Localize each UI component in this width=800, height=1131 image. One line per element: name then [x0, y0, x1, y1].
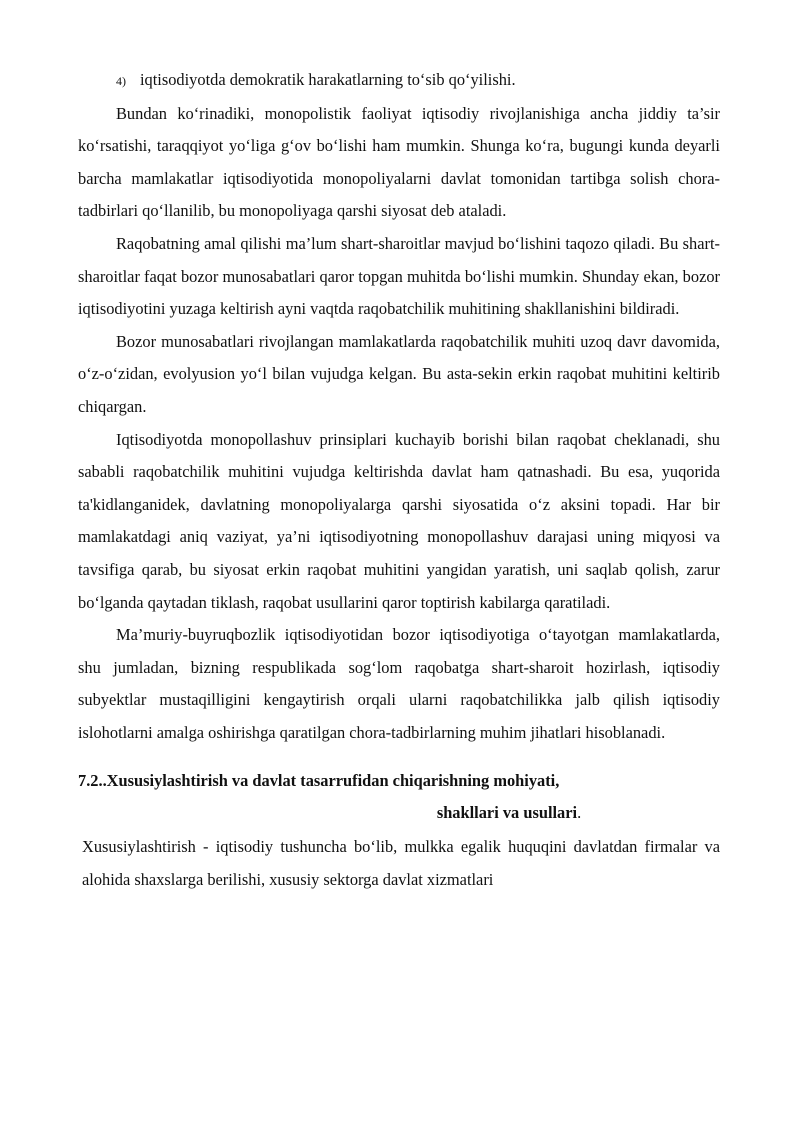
section-heading-line2-wrap [78, 797, 720, 829]
list-item-text: iqtisodiyotda demokratik harakatlarning to‘sib qo‘yilishi. [140, 70, 516, 89]
section-heading [78, 765, 720, 829]
section-heading-line1: 7.2..Xususiylashtirish va davlat tasarrufidan chiqarishning mohiyati, [78, 771, 560, 791]
section-heading-period: . [577, 803, 582, 823]
paragraph-final: Xususiylashtirish - iqtisodiy tushuncha bo‘lib, mulkka egalik huquqini davlatdan firmalar va alohida shaxslarga berilishi, xususiy sektorga davlat xizmatlari [82, 837, 720, 890]
paragraph: Raqobatning amal qilishi ma’lum shart-sharoitlar mavjud bo‘lishini taqozo qiladi. Bu shart-sharoitlar faqat bozor munosabatlari qaror topgan muhitda bo‘lishi mumkin. Shunday ekan, bozor iqtisodiyotini yuzaga keltirish ayni vaqtda raqobatchilik muhitining shakllanishini bildiradi. [78, 233, 720, 319]
document-page [78, 64, 720, 897]
section-heading-line2: shakllari va usullari [436, 803, 578, 823]
list-number: 4) [116, 74, 126, 88]
list-item [78, 64, 720, 98]
paragraph: Iqtisodiyotda monopollashuv prinsiplari kuchayib borishi bilan raqobat cheklanadi, shu sababli raqobatchilik muhitini vujudga keltirishda davlat ham qatnashadi. Bu esa, yuqorida ta'kidlanganidek, davlatning monopoliyalarga qarshi siyosatida o‘z aksini topadi. Har bir mamlakatdagi aniq vaziyat, ya’ni iqtisodiyotning monopollashuv darajasi uning miqyosi va tavsifiga qarab, bu siyosat erkin raqobat muhitini yangidan yaratish, uni saqlab qolish, zarur bo‘lganda qaytadan tiklash, raqobat usullarini qaror toptirish kabilarga qaratiladi. [78, 429, 720, 612]
paragraph: Bundan ko‘rinadiki, monopolistik faoliyat iqtisodiy rivojlanishiga ancha jiddiy ta’sir ko‘rsatishi, taraqqiyot yo‘liga g‘ov bo‘lishi ham mumkin. Shunga ko‘ra, bugungi kunda deyarli barcha mamlakatlar iqtisodiyotida monopoliyalarni davlat tomonidan tartibga solish chora-tadbirlari qo‘llanilib, bu monopoliyaga qarshi siyosat deb ataladi. [78, 103, 720, 221]
paragraph: Ma’muriy-buyruqbozlik iqtisodiyotidan bozor iqtisodiyotiga o‘tayotgan mamlakatlarda, shu jumladan, bizning respublikada sog‘lom raqobatga shart-sharoit hozirlash, iqtisodiy subyektlar mustaqilligini kengaytirish orqali ularni raqobatchilikka jalb qilish iqtisodiy islohotlarni amalga oshirishga qaratilgan chora-tadbirlarning muhim jihatlari hisoblanadi. [78, 625, 720, 742]
paragraph: Bozor munosabatlari rivojlangan mamlakatlarda raqobatchilik muhiti uzoq davr davomida, o‘z-o‘zidan, evolyusion yo‘l bilan vujudga kelgan. Bu asta-sekin erkin raqobat muhitini keltirib chiqargan. [78, 331, 720, 416]
